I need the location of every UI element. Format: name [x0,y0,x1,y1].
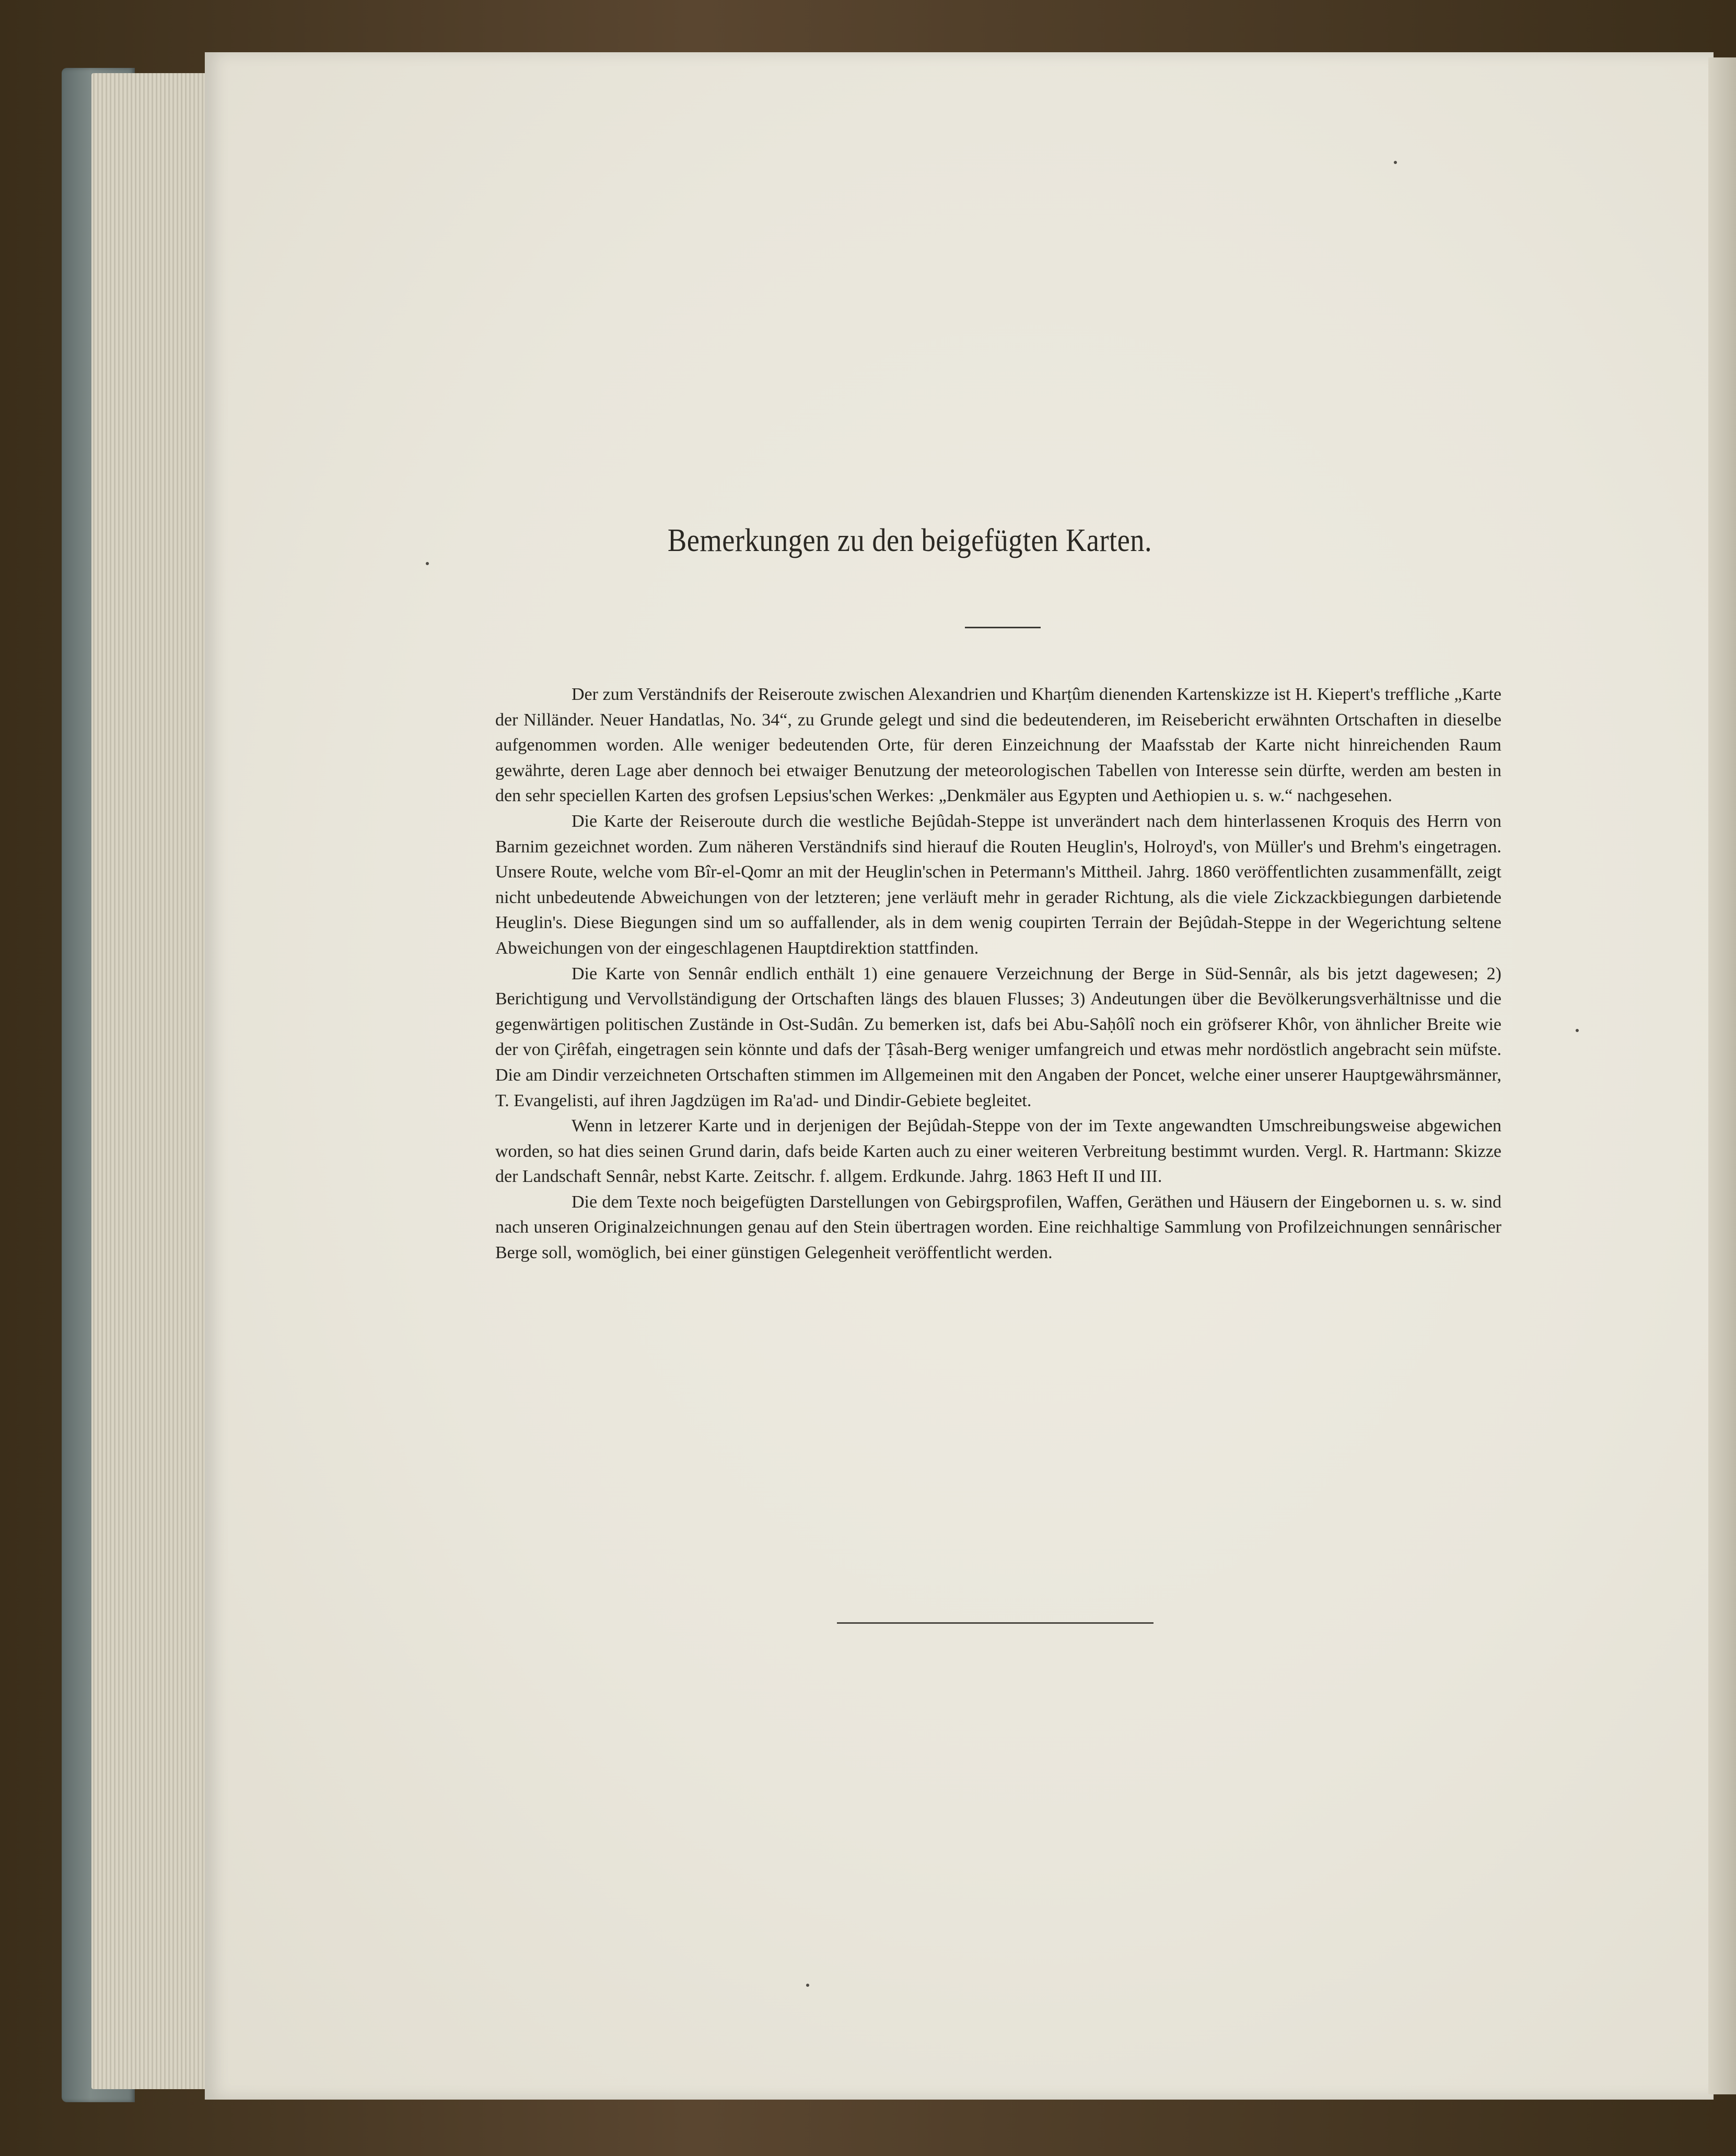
paragraph: Die Karte der Reiseroute durch die westliche Bejûdah-Steppe ist unverändert nach dem hinterlassenen Kroquis des Herrn von Barnim gezeichnet worden. Zum näheren Verständnifs sind hierauf die Routen Heuglin's, Holroyd's, von Müller's und Brehm's eingetragen. Unsere Route, welche vom Bîr-el-Qomr an mit der Heuglin'schen in Petermann's Mittheil. Jahrg. 1860 veröffentlichten zusammenfällt, zeigt nicht unbedeutende Abweichungen von der letzteren; jene verläuft mehr in gerader Richtung, als die viele Zickzackbiegungen darbietende Heuglin's. Diese Biegungen sind um so auffallender, als in dem wenig coupirten Terrain der Bejûdah-Steppe in der Wegerichtung seltene Abweichungen von der eingeschlagenen Hauptdirektion stattfinden. [495,811,1501,958]
paragraph: Wenn in letzerer Karte und in derjenigen der Bejûdah-Steppe von der im Texte angewandten Umschreibungsweise abgewichen worden, so hat dies seinen Grund darin, dafs beide Karten auch zu einer weiteren Verbreitung bestimmt wurden. Vergl. R. Hartmann: Skizze der Landschaft Sennâr, nebst Karte. Zeitschr. f. allgem. Erdkunde. Jahrg. 1863 Heft II und III. [495,1116,1501,1187]
facing-page-edge [1708,57,1736,2094]
paper-speck [1394,161,1397,164]
paragraph: Die Karte von Sennâr endlich enthält 1) eine genauere Verzeichnung der Berge in Süd-Sennâr, als bis jetzt dagewesen; 2) Berichtigung und Vervollständigung der Ortschaften längs des blauen Flusses; 3) Andeutungen über die Bevölkerungsverhältnisse und die gegenwärtigen politischen Zustände in Ost-Sudân. Zu bemerken ist, dafs bei Abu-Saḥôlî noch ein gröfserer Khôr, von ähnlicher Breite wie der von Çirêfah, eingetragen sein könnte und dafs der Ṭâsah-Berg weniger umfangreich und etwas mehr nordöstlich angebracht sein müfste. Die am Dindir verzeichneten Ortschaften stimmen im Allgemeinen mit den Angaben der Poncet, welche einer unserer Hauptgewährsmänner, T. Evangelisti, auf ihren Jagdzügen im Ra'ad- und Dindir-Gebiete begleitet. [495,964,1501,1110]
page-edges [91,73,217,2089]
heading-divider [965,627,1041,628]
paper-speck [426,562,429,565]
paragraph: Der zum Verständnifs der Reiseroute zwischen Alexandrien und Kharṭûm dienenden Kartenskizze ist H. Kiepert's treffliche „Karte der Nilländer. Neuer Handatlas, No. 34“, zu Grunde gelegt und sind die bedeutenderen, im Reisebericht erwähnten Ortschaften in dieselbe aufgenommen worden. Alle weniger bedeutenden Orte, für deren Einzeichnung der Maafsstab der Karte nicht hinreichenden Raum gewährte, deren Lage aber dennoch bei etwaiger Benutzung der meteorologischen Tabellen von Interesse sein dürfte, werden am besten in den sehr speciellen Karten des grofsen Lepsius'schen Werkes: „Denkmäler aus Egypten und Aethiopien u. s. w.“ nachgesehen. [495,685,1501,806]
page-heading: Bemerkungen zu den beigefügten Karten. [667,523,1152,558]
body-text [495,682,1501,1266]
paragraph: Die dem Texte noch beigefügten Darstellungen von Gebirgsprofilen, Waffen, Geräthen und Häusern der Eingebornen u. s. w. sind nach unseren Originalzeichnungen genau auf den Stein übertragen worden. Eine reichhaltige Sammlung von Profilzeichnungen sennârischer Berge soll, womöglich, bei einer günstigen Gelegenheit veröffentlicht werden. [495,1192,1501,1263]
end-divider [837,1622,1154,1624]
paper-speck [806,1984,809,1987]
paper-speck [1576,1029,1579,1032]
